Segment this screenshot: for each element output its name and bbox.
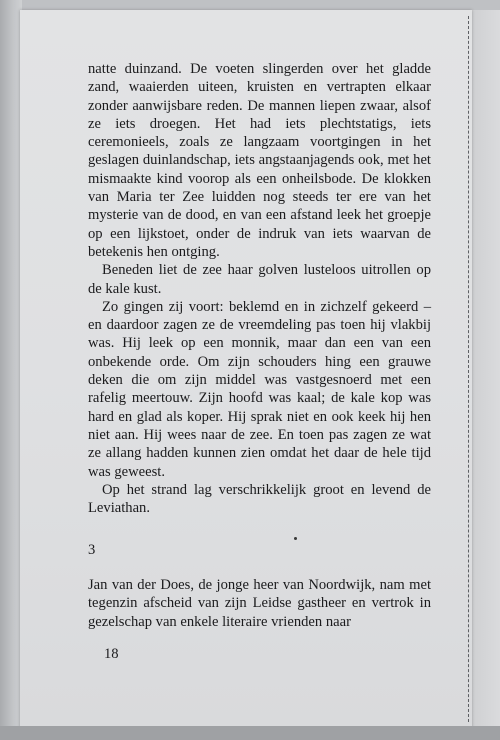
- bottom-shadow: [0, 726, 500, 740]
- section-paragraph: Jan van der Does, de jonge heer van Noordwijk, nam met tegenzin afscheid van zijn Leidse gastheer en vertrok in gezelschap van enkele literaire vrienden naar: [88, 577, 431, 630]
- paragraph-2: Beneden liet de zee haar golven lusteloos uitrollen op de kale kust.: [88, 262, 431, 297]
- adjacent-page-edge: [472, 10, 500, 730]
- section-text: [88, 576, 431, 631]
- book-left-edge: [0, 0, 22, 740]
- body-text: [88, 60, 431, 517]
- section-number: 3: [88, 542, 96, 558]
- paragraph-1: natte duinzand. De voeten slingerden over het gladde zand, waaierden uiteen, kruisten en vertrapten elkaar zonder aanwijsbare reden. De mannen liepen zwaar, alsof ze iets droegen. Het had iets plechtstatigs, iets ceremonieels, zoals ze langzaam voortgingen in het geslagen duinlandschap, iets angstaanjagends ook, met het mismaakte kind voorop als een onheilsbode. De klokken van Maria ter Zee luidden nog steeds ter ere van het mysterie van de dood, en van een afstand leek het groepje op een lijkstoet, onder de indruk van iets waarvan de betekenis hen ontging.: [88, 61, 431, 260]
- page-fold-line: [468, 16, 471, 722]
- paragraph-4: Op het strand lag verschrikkelijk groot en levend de Leviathan.: [88, 481, 431, 517]
- page-number: 18: [104, 646, 119, 662]
- paragraph-3: Zo gingen zij voort: beklemd en in zichzelf gekeerd – en daardoor zagen ze de vreemdeling pas toen hij vlakbij was. Hij leek op een monnik, maar dan een van een onbekende orde. Om zijn schouders hing een grauwe deken die om zijn middel was vastgesnoerd met een rafelig meertouw. Zijn hoofd was kaal; de kale kop was hard en glad als koper. Hij sprak niet en ook keek hij hen niet aan. Hij wees naar de zee. En toen pas zagen ze wat ze allang hadden kunnen zien omdat het daar de hele tijd was geweest.: [88, 298, 431, 480]
- ink-speck: [294, 537, 297, 540]
